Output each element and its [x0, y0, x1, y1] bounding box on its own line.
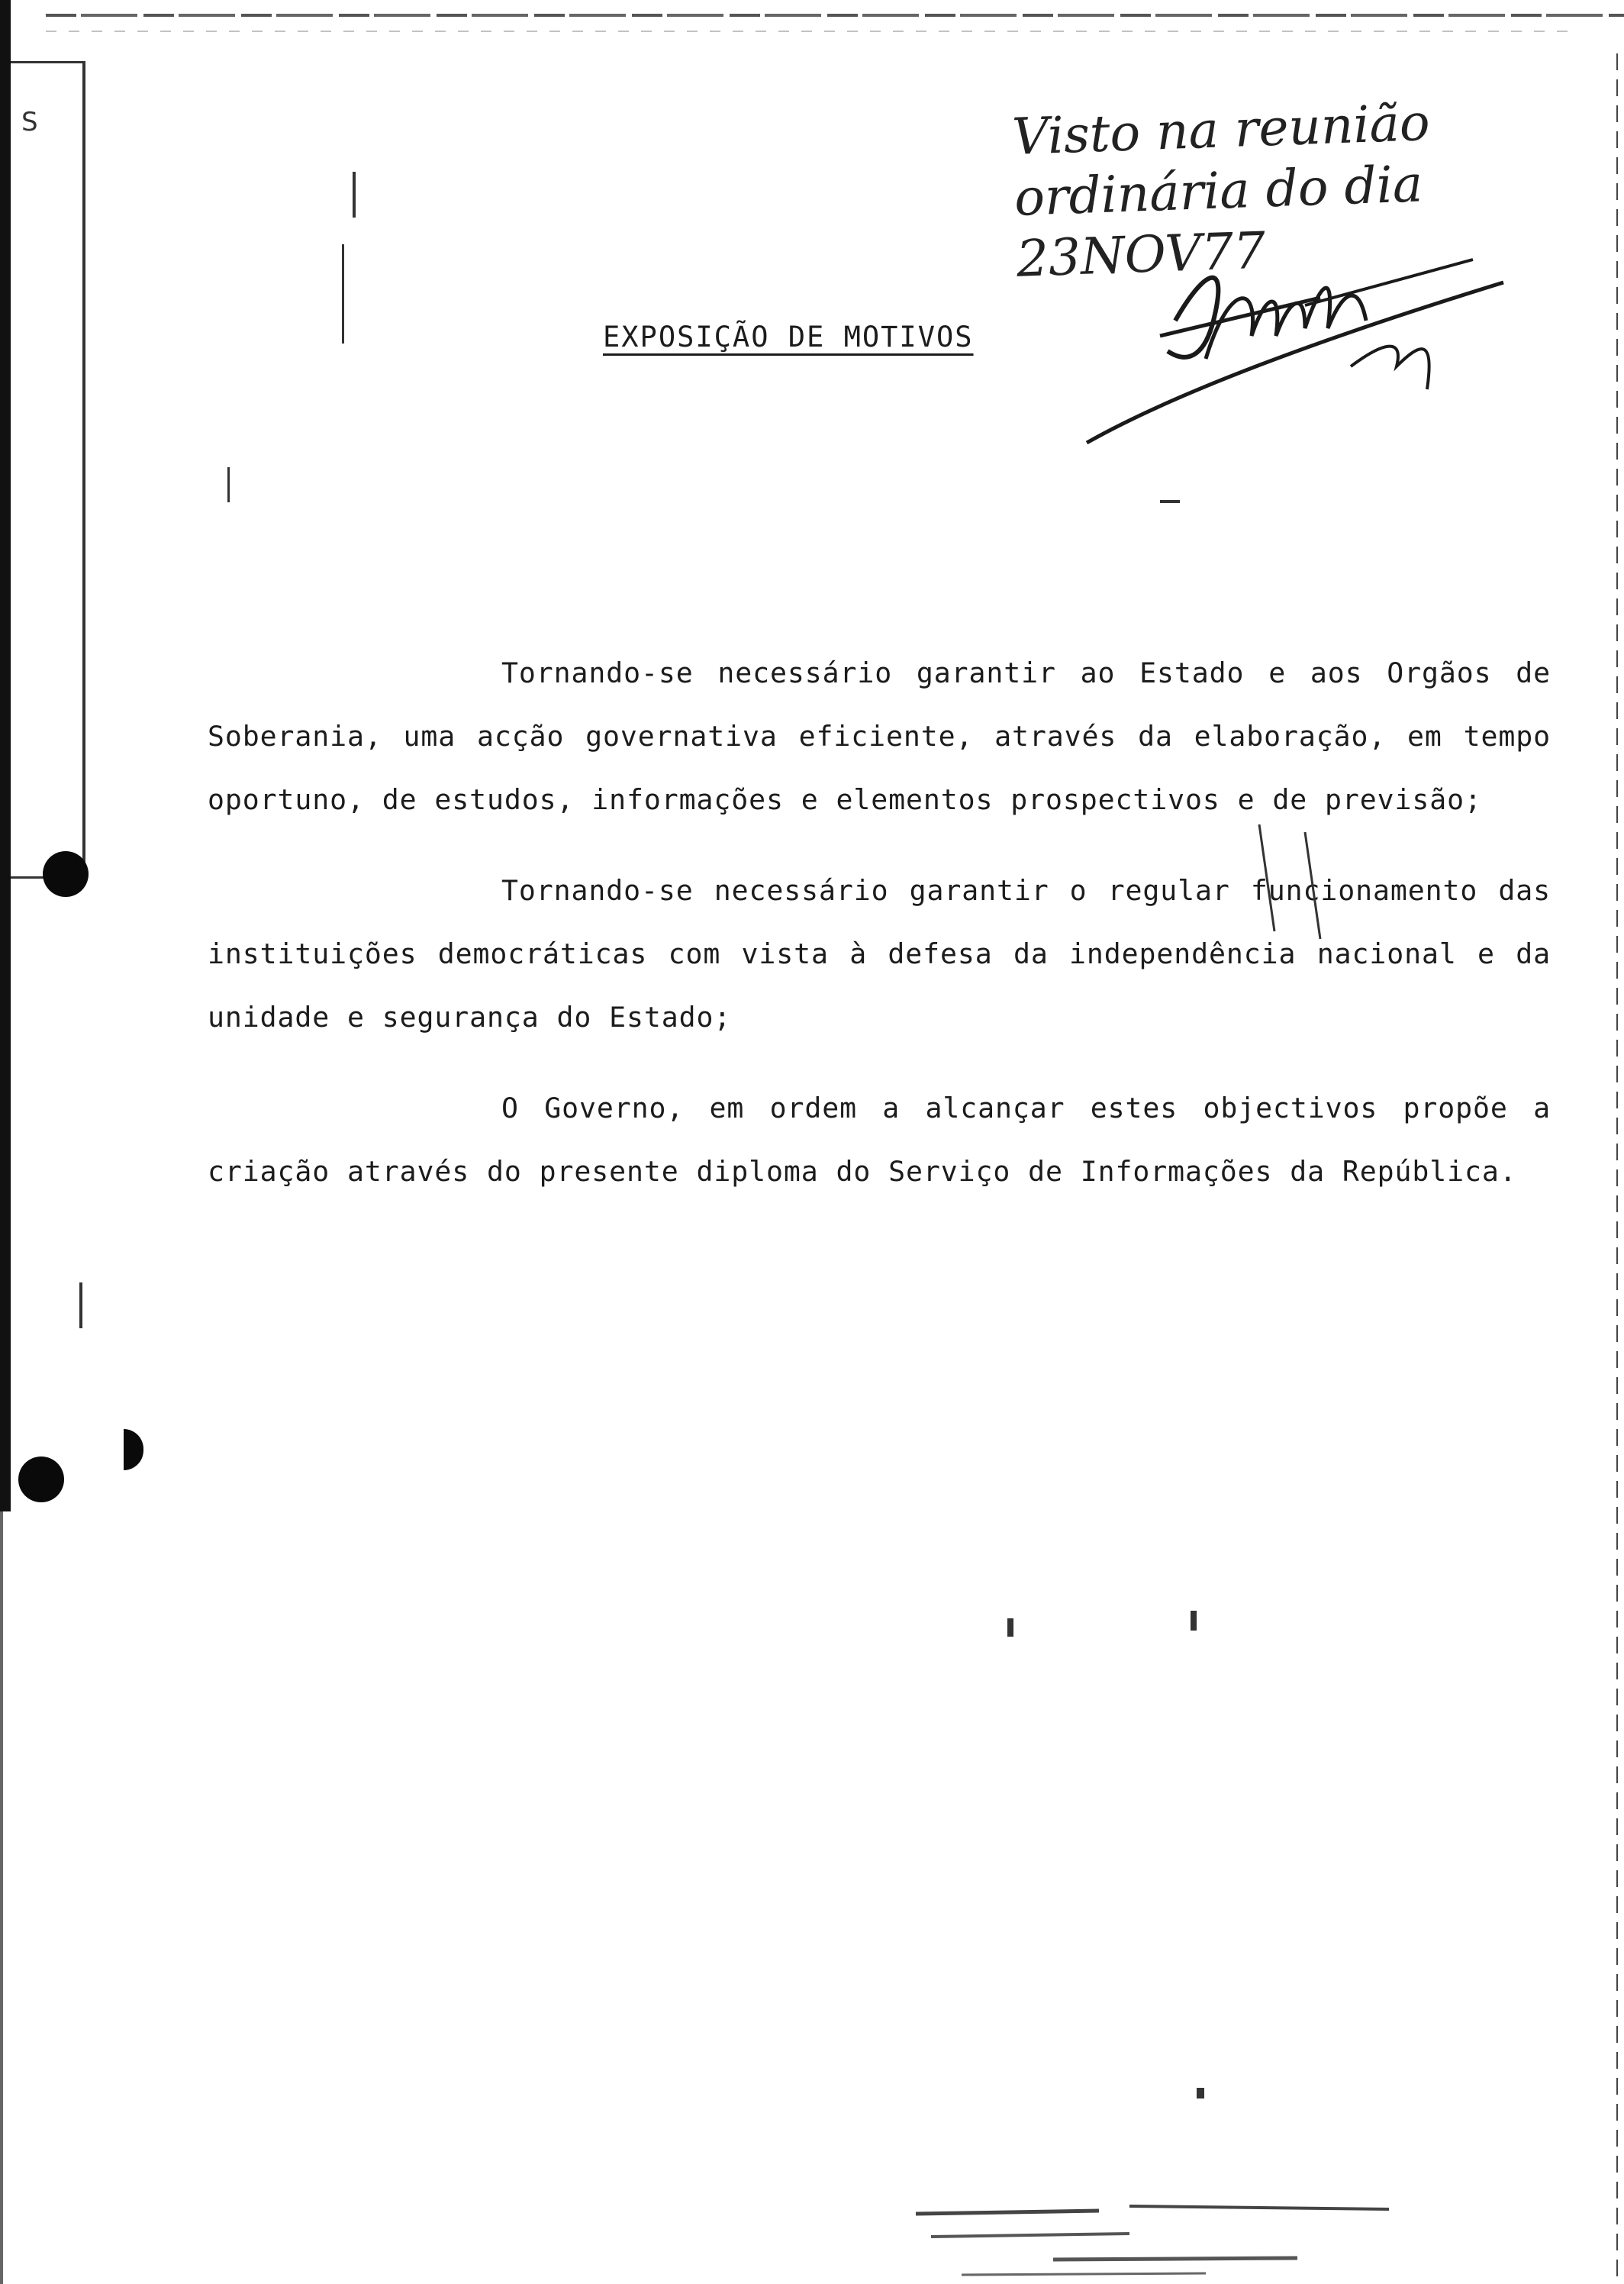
punch-hole-partial: [124, 1429, 143, 1470]
handwritten-note: Visto na reunião ordinária do dia 23NOV77: [1011, 92, 1431, 289]
punch-hole-lower: [18, 1457, 64, 1502]
right-scan-edge: [1616, 53, 1618, 2282]
scan-speck: [1007, 1618, 1013, 1637]
left-scan-edge: [0, 0, 11, 1511]
top-edge-dashes: [46, 31, 1572, 32]
scan-speck: [79, 1282, 82, 1328]
paragraph-1: Tornando-se necessário garantir ao Estado e aos Orgãos de Soberania, uma acção governativa eficiente, através da elaboração, em tempo oportuno, de estudos, informações e elementos prospectivos e de previsão;: [208, 656, 1551, 816]
top-edge-rule: [46, 14, 1624, 17]
scan-speck: [1197, 2088, 1204, 2099]
left-scan-edge-lower: [0, 1511, 3, 2284]
handwritten-signature: [1076, 237, 1519, 450]
paragraph-3: O Governo, em ordem a alcançar estes objectivos propõe a criação através do presente diploma do Serviço de Informações da República.: [208, 1092, 1551, 1188]
punch-hole-upper: [43, 851, 89, 897]
binding-strip-letter: S: [21, 107, 38, 137]
scan-speck: [353, 172, 356, 218]
scan-speck: [1160, 500, 1180, 503]
bottom-scan-smudges: [901, 2183, 1404, 2282]
margin-pen-strokes: [1244, 824, 1336, 947]
document-body: [208, 641, 1551, 1231]
scan-speck: [342, 244, 344, 344]
paragraph-2: Tornando-se necessário garantir o regular funcionamento das instituições democráticas com vista à defesa da independência nacional e da unidade e segurança do Estado;: [208, 874, 1551, 1034]
document-title: EXPOSIÇÃO DE MOTIVOS: [603, 321, 974, 353]
scan-speck: [227, 467, 230, 502]
binding-strip: [11, 61, 85, 879]
scan-speck: [1191, 1611, 1197, 1631]
